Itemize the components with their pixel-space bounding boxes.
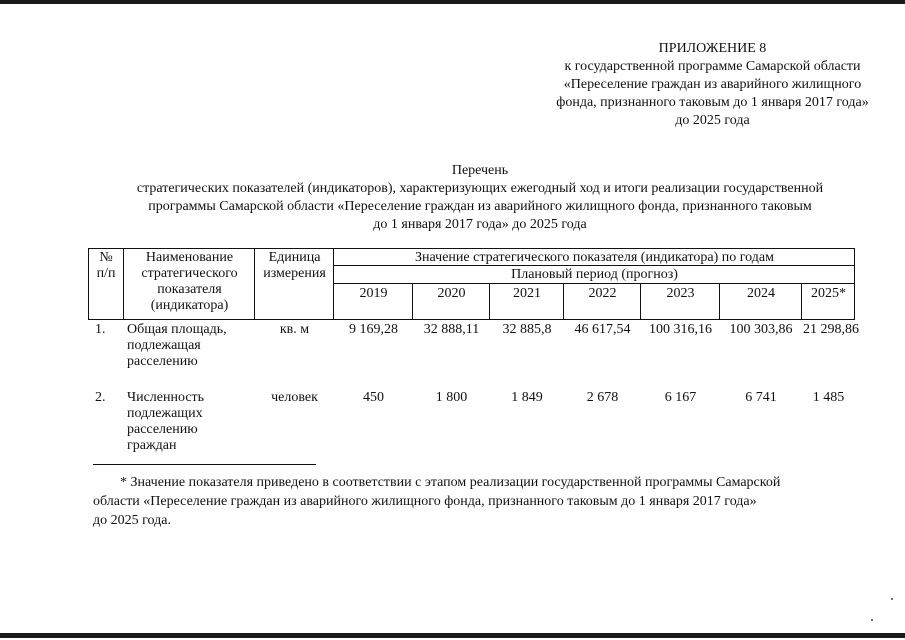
row-value: 21 298,86	[803, 322, 859, 337]
header-plan-period: Плановый период (прогноз)	[511, 267, 678, 282]
row-value: 32 888,11	[423, 322, 480, 337]
row-value: 6 741	[745, 390, 777, 405]
row-value: 100 316,16	[649, 322, 712, 337]
row-value: 32 885,8	[502, 322, 552, 337]
row-value: 1 800	[435, 390, 468, 405]
header-year: 2023	[666, 286, 695, 301]
scan-speck	[871, 619, 873, 621]
scan-speck	[891, 598, 893, 600]
footnote-line: области «Переселение граждан из аварийного жилищного фонда, признанного таковым до 1 января 2017 года»	[93, 494, 757, 509]
appendix-block	[520, 40, 905, 130]
row-indicator-name: Численность подлежащих расселению граждан	[127, 390, 205, 453]
heading-line: до 1 января 2017 года» до 2025 года	[373, 217, 587, 232]
row-indicator-name: Общая площадь, подлежащая расселению	[127, 322, 227, 369]
row-number: 1.	[95, 322, 106, 337]
heading-line: программы Самарской области «Переселение граждан из аварийного жилищного фонда, признанного таковым	[148, 199, 812, 214]
header-year: 2024	[747, 286, 775, 301]
footnote-line: до 2025 года.	[93, 513, 171, 528]
header-values-title: Значение стратегического показателя (индикатора) по годам	[415, 250, 774, 265]
row-value: 46 617,54	[574, 322, 631, 337]
appendix-line: фонда, признанного таковым до 1 января 2017 года»	[556, 95, 869, 110]
header-year: 2019	[359, 286, 388, 301]
row-unit: человек	[271, 390, 318, 405]
header-unit: Единица измерения	[263, 250, 326, 281]
header-year: 2022	[588, 286, 617, 301]
scan-bottom-edge	[0, 633, 905, 638]
heading-title: Перечень	[451, 163, 509, 178]
row-value: 6 167	[664, 390, 697, 405]
footnote-line: * Значение показателя приведено в соответствии с этапом реализации государственной программы Самарской	[120, 475, 781, 490]
appendix-line: «Переселение граждан из аварийного жилищного	[563, 77, 862, 92]
appendix-line: до 2025 года	[675, 113, 750, 128]
row-number: 2.	[95, 390, 106, 405]
row-value: 2 678	[586, 390, 619, 405]
row-value: 1 485	[812, 390, 845, 405]
appendix-line: к государственной программе Самарской области	[564, 59, 861, 74]
document-heading	[60, 162, 900, 234]
footnote	[93, 473, 863, 530]
row-value: 9 169,28	[349, 322, 398, 337]
scan-top-edge	[0, 0, 905, 4]
heading-line: стратегических показателей (индикаторов), характеризующих ежегодный ход и итоги реализации государственной	[136, 181, 824, 196]
header-year: 2021	[513, 286, 541, 301]
row-value: 1 849	[511, 390, 543, 405]
appendix-title: ПРИЛОЖЕНИЕ 8	[658, 41, 767, 56]
footnote-separator	[93, 464, 316, 465]
header-year: 2020	[437, 286, 466, 301]
row-value: 450	[363, 390, 384, 405]
header-number: № п/п	[96, 250, 116, 281]
header-indicator-name: Наименование стратегического показателя (индикатора)	[141, 250, 238, 313]
header-year: 2025*	[811, 286, 846, 301]
row-unit: кв. м	[279, 322, 310, 337]
row-value: 100 303,86	[729, 322, 793, 337]
